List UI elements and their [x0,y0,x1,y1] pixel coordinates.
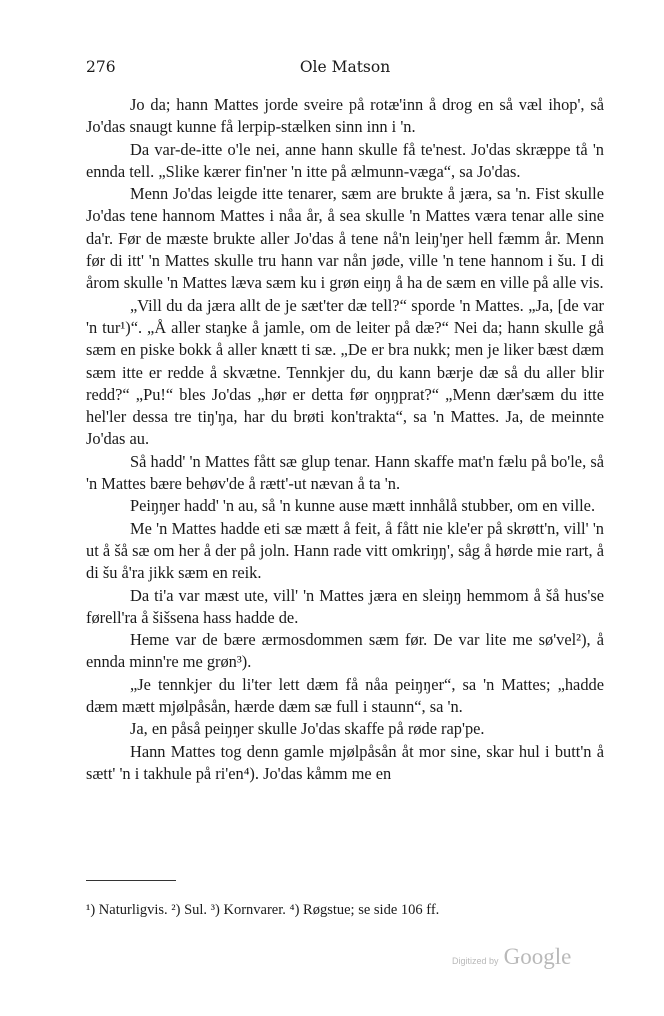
paragraph: Me 'n Mattes hadde eti sæ mætt å feit, å fått nie kle'er på skrøtt'n, vill' 'n ut å šå sæ om her å der på joln. Hann rade vitt omkriŋŋ', såg å hørde mie rart, å di šu å'ra jikk sæm en reik. [86,518,604,583]
paragraph: Jo da; hann Mattes jorde sveire på rotæ'inn å drog en så væl ihop', så Jo'das snaugt kunne få lerpip-stælken sinn inn i 'n. [86,95,604,137]
paragraph: Da ti'a var mæst ute, vill' 'n Mattes jæra en sleiŋŋ hemmom å šå hus'se førell'ra å šišsena hass hadde de. [86,585,604,627]
running-title: Ole Matson [299,58,391,76]
page-header [86,58,604,82]
paragraph: Hann Mattes tog denn gamle mjølpåsån åt mor sine, skar hul i butt'n å sætt' 'n i takhule på ri'en⁴). Jo'das kåmm me en [86,741,604,783]
paragraph: „Vill du da jæra allt de je sæt'ter dæ tell?“ sporde 'n Mattes. „Ja, [de var 'n tur¹)“. „Å aller staŋke å jamle, om de leiter på dæ?“ Nei da; hann skulle gå sæm en piske bokk å aller knætt ti sæ. „De er bra nukk; men je liker bæst dæm sæm itte er redde å skvætne. Tennkjer du, du kann bærje dæ så du aller blir redd?“ „Pu!“ bles Jo'das „hør er detta før oŋŋprat?“ „Menn dær'sæm du itte hel'ler dessa tre tiŋ'ŋa, har du brøti kon'trakta“, sa 'n Mattes. Ja, de meinnte Jo'das au. [86,295,604,449]
footnotes: ¹) Naturligvis. ²) Sul. ³) Kornvarer. ⁴) Røgstue; se side 106 ff. [86,902,440,918]
paragraph: Peiŋŋer hadd' 'n au, så 'n kunne ause mætt innhålå stubber, om en ville. [130,496,596,516]
paragraph: Så hadd' 'n Mattes fått sæ glup tenar. Hann skaffe mat'n fælu på bo'le, så 'n Mattes bære behøv'de å rætt'-ut nævan å ta 'n. [86,451,604,494]
digitized-watermark [452,944,571,970]
google-logo: Google [503,944,572,969]
body-text [86,94,604,785]
paragraph: Ja, en påså peiŋŋer skulle Jo'das skaffe på røde rap'pe. [130,719,485,739]
footnote-divider [86,880,176,881]
paragraph: Heme var de bære ærmosdommen sæm før. De var lite me sø'vel²), å ennda minn're me grøn³). [86,630,604,672]
paragraph: „Je tennkjer du li'ter lett dæm få nåa peiŋŋer“, sa 'n Mattes; „hadde dæm mætt mjølpåsån, hærde dæm sæ full i staunn“, sa 'n. [86,674,604,717]
paragraph: Menn Jo'das leigde itte tenarer, sæm are brukte å jæra, sa 'n. Fist skulle Jo'das tene hannom Mattes i nåa år, å sea skulle 'n Mattes væra tenar alle sine da'r. Før de mæste brukte aller Jo'das å tene nå'n leiŋ'ŋer hell fæmm år. Menn før di itt' 'n Mattes skulle tru hann var nån jøde, ville 'n tene hannom i šu. I di årom skulle 'n Mattes læva sæm ku i grøn eiŋŋ å ha de sæm en ville på alle vis. [86,184,604,293]
page-number: 276 [86,58,116,76]
paragraph: Da var-de-itte o'le nei, anne hann skulle få te'nest. Jo'das skræppe tå 'n ennda tell. „Slike kærer fin'ner 'n itte på ælmunn-væga“, sa Jo'das. [86,139,604,181]
watermark-prefix: Digitized by [452,956,499,966]
